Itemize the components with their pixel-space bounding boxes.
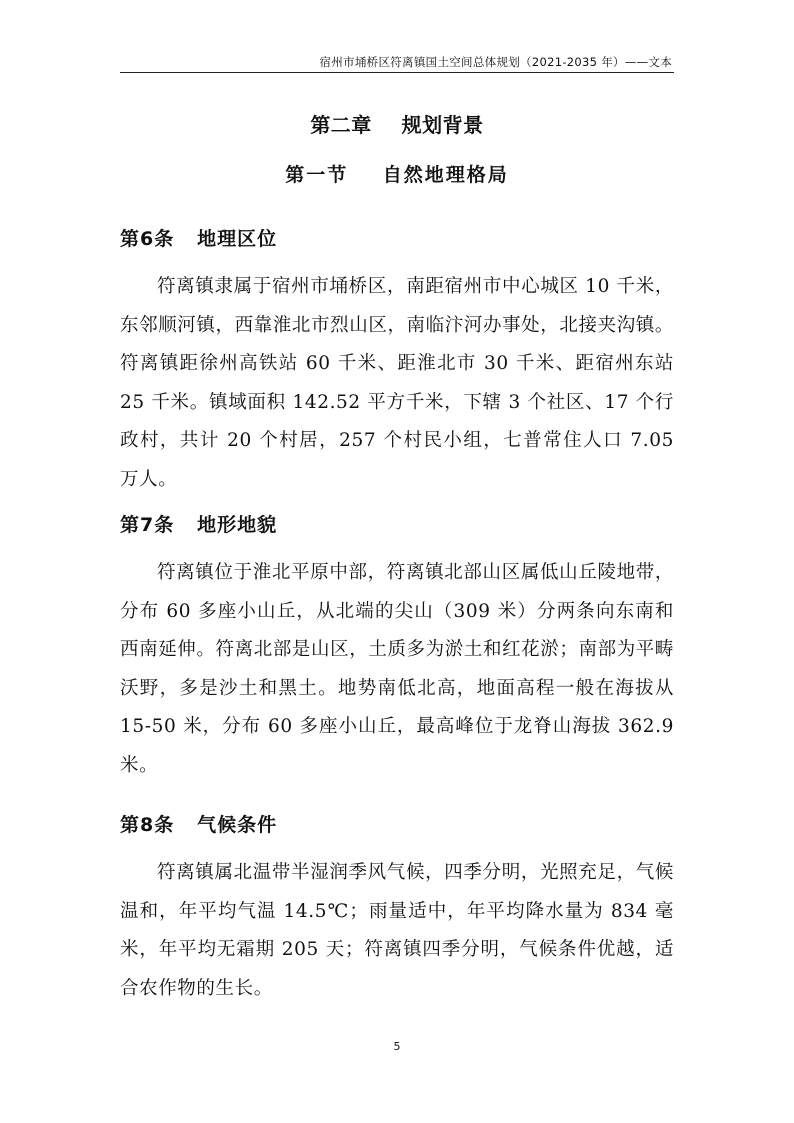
- article-climate: [120, 810, 674, 1008]
- article-body: 符离镇属北温带半湿润季风气候，四季分明，光照充足，气候温和，年平均气温 14.5℃；雨量适中，年平均降水量为 834 毫米，年平均无霜期 205 天；符离镇四季分明，气候条件优越，适合农作物的生长。: [120, 862, 674, 999]
- header-divider: [120, 72, 674, 73]
- page-number: 5: [393, 1040, 401, 1053]
- article-geographic-location: [120, 224, 674, 499]
- article-heading: 第7条 地形地貌: [120, 514, 278, 536]
- article-heading: 第8条 气候条件: [120, 814, 278, 836]
- running-header-title: 宿州市埇桥区符离镇国土空间总体规划（2021-2035 年）——文本: [319, 55, 672, 69]
- chapter-title: 第二章 规划背景: [310, 113, 484, 137]
- article-heading: 第6条 地理区位: [120, 228, 278, 250]
- article-topography: [120, 510, 674, 785]
- section-title: 第一节 自然地理格局: [285, 164, 509, 186]
- article-body: 符离镇位于淮北平原中部，符离镇北部山区属低山丘陵地带，分布 60 多座小山丘，从北端的尖山（309 米）分两条向东南和西南延伸。符离北部是山区，土质多为淤土和红花淤；南部为平畴沃野，多是沙土和黑土。地势南低北高，地面高程一般在海拔从 15-50 米，分布 60 多座小山丘，最高峰位于龙脊山海拔 362.9 米。: [120, 562, 674, 776]
- article-body: 符离镇隶属于宿州市埇桥区，南距宿州市中心城区 10 千米，东邻顺河镇，西靠淮北市烈山区，南临汴河办事处，北接夹沟镇。符离镇距徐州高铁站 60 千米、距淮北市 30 千米、距宿州东站 25 千米。镇域面积 142.52 平方千米，下辖 3 个社区、17 个行政村，共计 20 个村居，257 个村民小组，七普常住人口 7.05 万人。: [120, 276, 674, 490]
